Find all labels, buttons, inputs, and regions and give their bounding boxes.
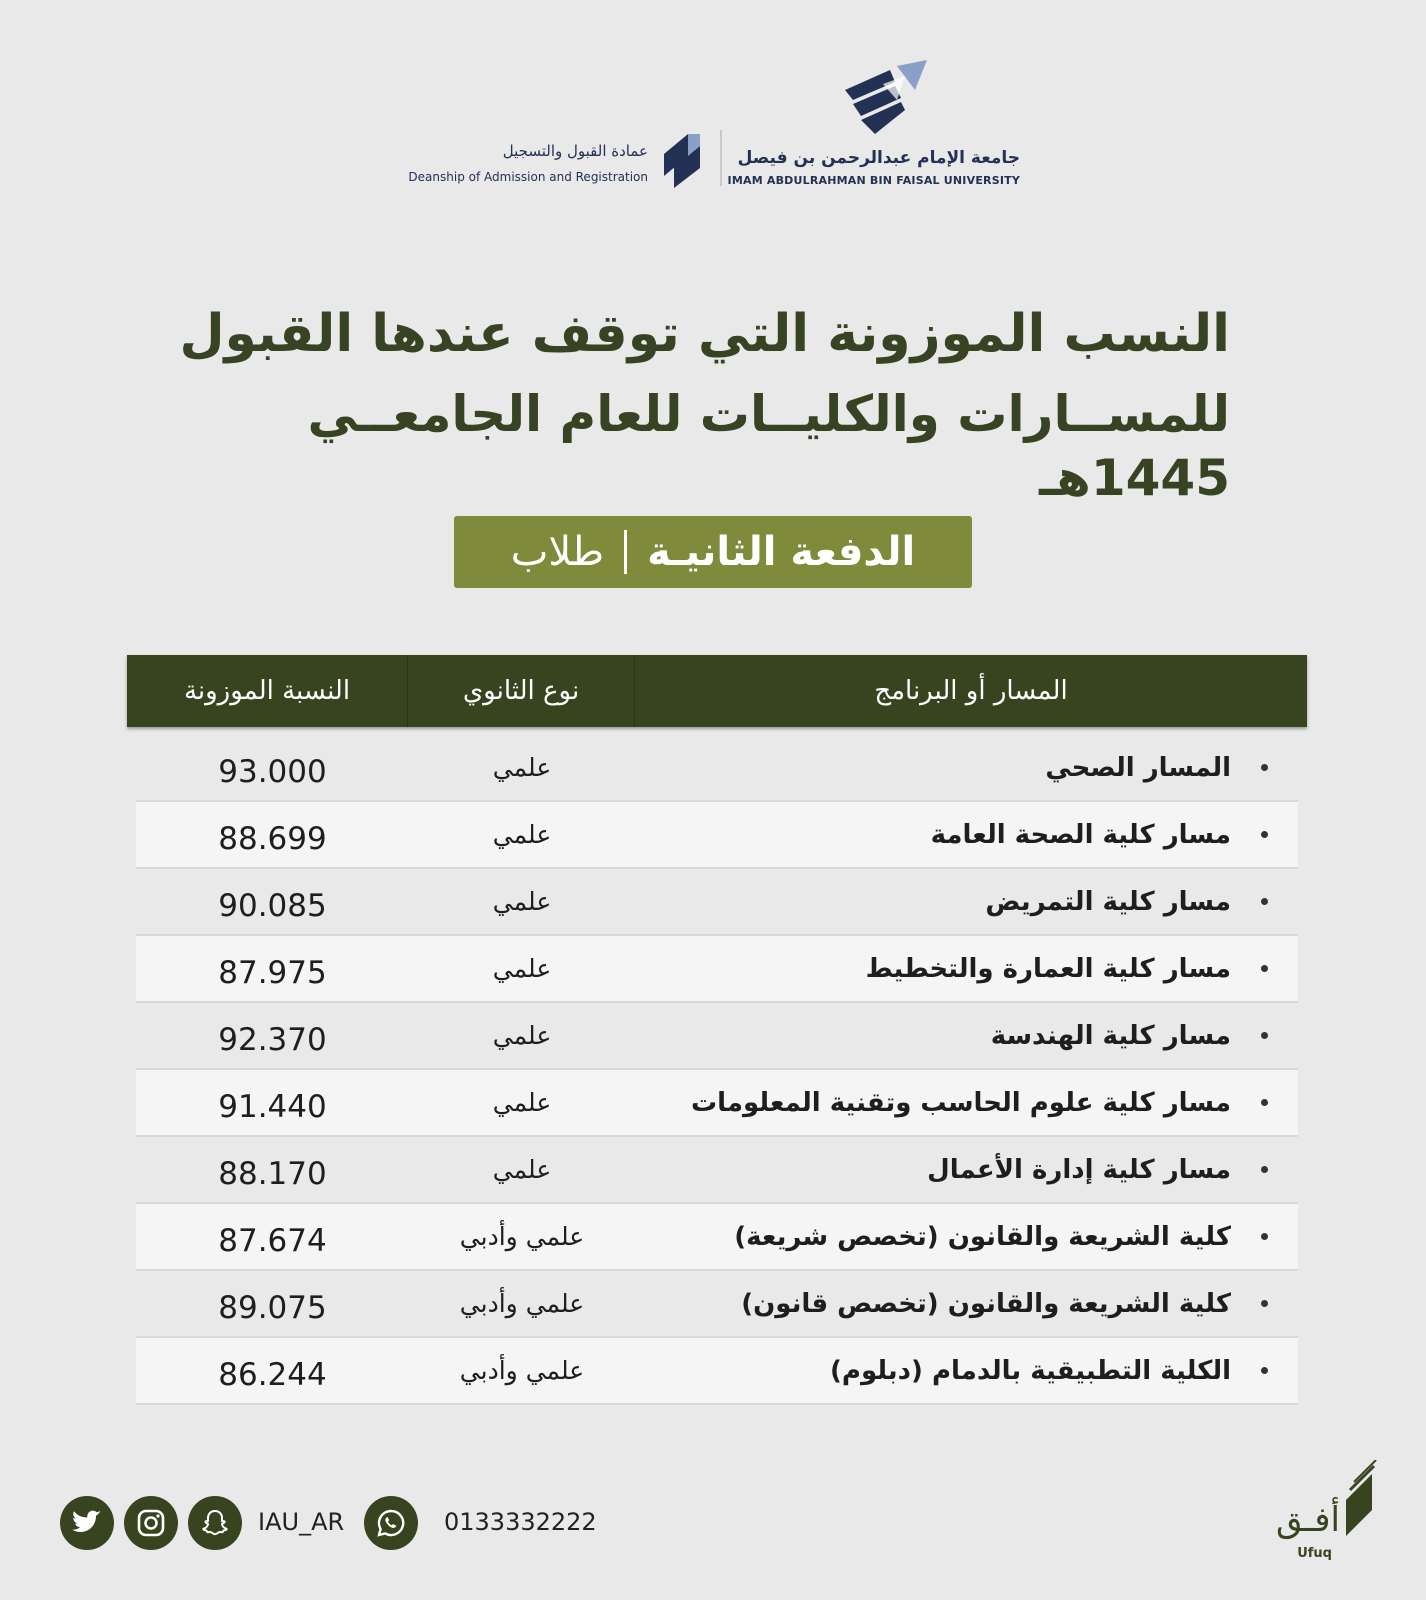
header-rate: النسبة الموزونة <box>183 676 351 706</box>
phone-number[interactable]: 0133332222 <box>444 1508 597 1536</box>
university-logo-icon <box>835 60 930 140</box>
table-header <box>127 655 1307 727</box>
weighted-rate: 93.000 <box>218 753 327 790</box>
bullet-icon <box>1261 764 1268 771</box>
header-type: نوع الثانوي <box>407 655 635 727</box>
table-row <box>136 1204 1298 1271</box>
table-row <box>136 1137 1298 1204</box>
deanship-name-ar: عمادة القبول والتسجيل <box>502 142 648 160</box>
table-row <box>136 1070 1298 1137</box>
program-name: مسار كلية التمريض <box>985 886 1231 917</box>
ufuq-logo-icon <box>1342 1460 1378 1540</box>
school-type: علمي <box>492 1155 552 1184</box>
weighted-rate: 87.975 <box>218 954 327 991</box>
university-name-en: IMAM ABDULRAHMAN BIN FAISAL UNIVERSITY <box>727 174 1020 187</box>
university-name-ar: جامعة الإمام عبدالرحمن بن فيصل <box>737 148 1020 168</box>
table-row <box>136 1003 1298 1070</box>
school-type: علمي <box>492 887 552 916</box>
university-logo <box>727 60 1020 200</box>
ufuq-brand-en: Ufuq <box>1297 1546 1332 1561</box>
table-row <box>136 869 1298 936</box>
page-title-line-2: للمســارات والكليــات للعام الجامعــي 1445هـ <box>307 385 1230 507</box>
bullet-icon <box>1261 1367 1268 1374</box>
deanship-logo-icon <box>664 134 700 188</box>
deanship-name-en: Deanship of Admission and Registration <box>408 170 648 184</box>
bullet-icon <box>1261 1233 1268 1240</box>
bullet-icon <box>1261 1032 1268 1039</box>
table-row <box>136 1271 1298 1338</box>
batch-badge <box>454 516 972 588</box>
table-body <box>136 735 1298 1405</box>
program-name: مسار كلية الهندسة <box>990 1020 1231 1051</box>
table-row <box>136 1338 1298 1405</box>
weighted-rate: 92.370 <box>218 1021 327 1058</box>
program-name: مسار كلية العمارة والتخطيط <box>865 953 1231 984</box>
school-type: علمي <box>492 753 552 782</box>
badge-separator <box>624 530 627 574</box>
program-name: مسار كلية إدارة الأعمال <box>927 1154 1231 1185</box>
weighted-rate: 91.440 <box>218 1088 327 1125</box>
school-type: علمي <box>492 1021 552 1050</box>
footer-contacts <box>60 1496 660 1552</box>
weighted-rate: 87.674 <box>218 1222 327 1259</box>
program-name: كلية الشريعة والقانون (تخصص شريعة) <box>734 1221 1231 1252</box>
table-row <box>136 735 1298 802</box>
twitter-icon[interactable] <box>60 1496 114 1550</box>
school-type: علمي <box>492 954 552 983</box>
program-name: كلية الشريعة والقانون (تخصص قانون) <box>741 1288 1231 1319</box>
program-name: مسار كلية علوم الحاسب وتقنية المعلومات <box>691 1087 1231 1118</box>
header-logos <box>400 60 1020 200</box>
instagram-icon[interactable] <box>124 1496 178 1550</box>
batch-label: الدفعة الثانيـة <box>647 529 916 575</box>
weighted-rate: 88.170 <box>218 1155 327 1192</box>
ufuq-logo <box>1258 1460 1378 1570</box>
school-type: علمي وأدبي <box>459 1222 585 1251</box>
social-handle[interactable]: IAU_AR <box>258 1508 345 1536</box>
page-title-line-1: النسب الموزونة التي توقف عندها القبول <box>179 304 1230 364</box>
school-type: علمي <box>492 820 552 849</box>
program-name: مسار كلية الصحة العامة <box>930 819 1231 850</box>
admission-table <box>127 655 1307 1405</box>
snapchat-icon[interactable] <box>188 1496 242 1550</box>
deanship-logo <box>400 130 700 200</box>
school-type: علمي وأدبي <box>459 1289 585 1318</box>
bullet-icon <box>1261 1300 1268 1307</box>
table-row <box>136 802 1298 869</box>
whatsapp-icon[interactable] <box>364 1496 418 1550</box>
weighted-rate: 86.244 <box>218 1356 327 1393</box>
group-label: طلاب <box>510 529 605 575</box>
table-row <box>136 936 1298 1003</box>
ufuq-brand-ar: أفـق <box>1275 1500 1340 1540</box>
logo-divider <box>720 130 722 186</box>
bullet-icon <box>1261 1166 1268 1173</box>
bullet-icon <box>1261 965 1268 972</box>
weighted-rate: 88.699 <box>218 820 327 857</box>
school-type: علمي وأدبي <box>459 1356 585 1385</box>
bullet-icon <box>1261 831 1268 838</box>
program-name: المسار الصحي <box>1045 752 1231 783</box>
bullet-icon <box>1261 1099 1268 1106</box>
weighted-rate: 90.085 <box>218 887 327 924</box>
header-program: المسار أو البرنامج <box>874 676 1068 706</box>
weighted-rate: 89.075 <box>218 1289 327 1326</box>
program-name: الكلية التطبيقية بالدمام (دبلوم) <box>830 1355 1231 1386</box>
bullet-icon <box>1261 898 1268 905</box>
school-type: علمي <box>492 1088 552 1117</box>
